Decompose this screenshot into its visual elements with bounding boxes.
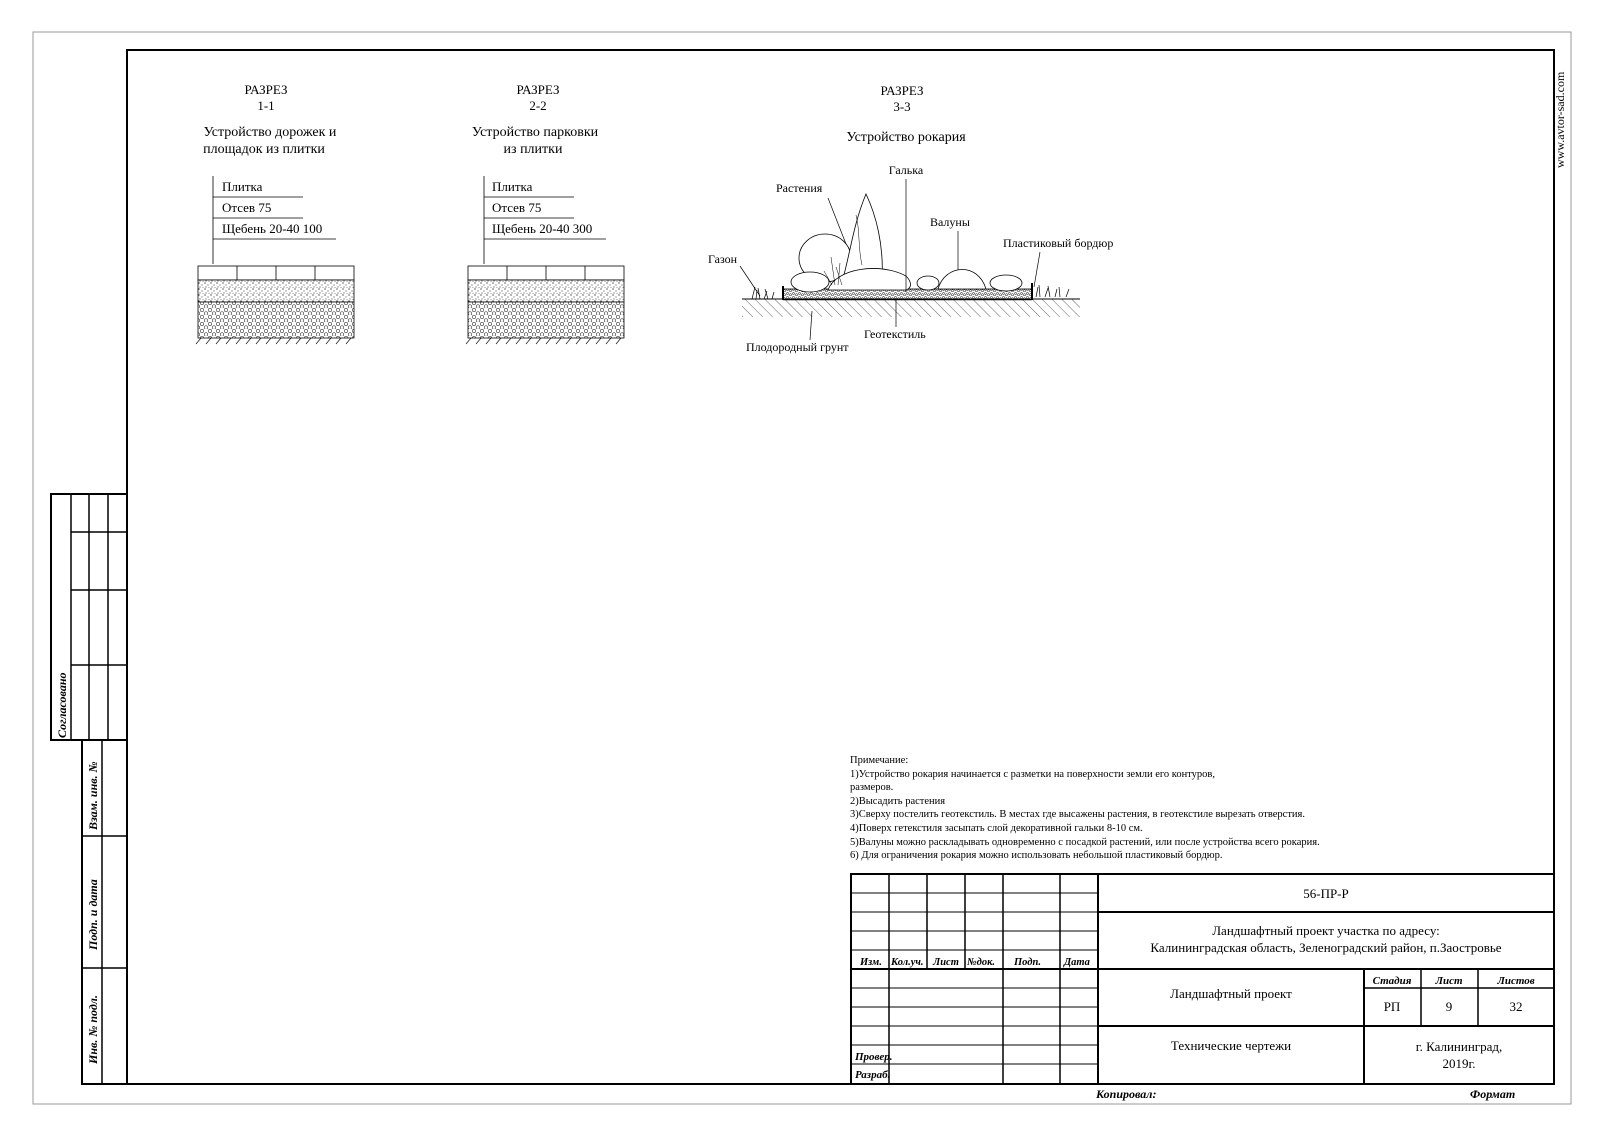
notes-title: Примечание:: [850, 755, 909, 766]
project-line-1: Ландшафтный проект участка по адресу:: [1212, 923, 1440, 938]
label-plants: Растения: [776, 181, 823, 195]
title-block-text: [854, 886, 1535, 1101]
format-label: Формат: [1470, 1087, 1516, 1101]
year: 2019г.: [1442, 1056, 1476, 1071]
label-boulders: Валуны: [930, 215, 970, 229]
col-doc: №док.: [967, 957, 996, 968]
gravel-layer: [468, 302, 624, 338]
soil-hatch: [742, 299, 1080, 317]
section-2-layer-2: Отсев 75: [492, 200, 542, 215]
section-1-title-line2: площадок из плитки: [203, 142, 325, 157]
website-label: www.avtor-sad.com: [1553, 71, 1567, 168]
section-1-heading: РАЗРЕЗ: [244, 82, 288, 97]
drawing-code: 56-ПР-Р: [1303, 886, 1349, 901]
boulder-1: [791, 272, 829, 292]
note-item: 5)Валуны можно раскладывать одновременно с посадкой растений, или после устройства всего рокария.: [850, 836, 1320, 848]
note-item: 2)Высадить растения: [850, 795, 946, 807]
stamp-replacement-inv: Взам. инв. №: [86, 761, 100, 830]
stamp-inv-original: Инв. № подл.: [86, 995, 100, 1064]
city: г. Калининград,: [1415, 1039, 1503, 1054]
boulder-3: [917, 276, 939, 290]
label-checked: Провер.: [855, 1051, 893, 1063]
sheet-label: Лист: [1435, 975, 1463, 987]
col-count: Кол.уч.: [891, 957, 924, 968]
label-geotextile: Геотекстиль: [864, 327, 926, 341]
gravel-layer: [198, 302, 354, 338]
stamp-signature-date: Подп. и дата: [86, 879, 100, 950]
note-item: 1)Устройство рокария начинается с разметки на поверхности земли его контуров,: [850, 768, 1216, 780]
section-1-layer-3: Щебень 20-40 100: [222, 221, 323, 236]
section-2-title-line2: из плитки: [503, 142, 563, 157]
stage-value: РП: [1383, 999, 1401, 1014]
sheets-label: Листов: [1497, 975, 1535, 987]
col-change: Изм.: [860, 957, 882, 968]
section-2-number: 2-2: [529, 98, 547, 113]
label-border: Пластиковый бордюр: [1003, 236, 1114, 250]
label-soil: Плодородный грунт: [746, 340, 849, 354]
col-date: Дата: [1064, 957, 1090, 968]
note-item: 4)Поверх гетекстиля засыпать слой декоративной гальки 8-10 см.: [850, 822, 1143, 834]
label-pebble: Галька: [888, 163, 924, 177]
section-2-title-line1: Устройство парковки: [471, 125, 599, 140]
col-sign: Подп.: [1014, 957, 1041, 968]
section-1-title-line1: Устройство дорожек и: [203, 125, 337, 140]
section-1-layer-2: Отсев 75: [222, 200, 272, 215]
section-1-layer-1: Плитка: [222, 179, 263, 194]
sheet-value: 9: [1445, 999, 1453, 1014]
lawn-grass-right: [1036, 285, 1069, 297]
label-lawn: Газон: [708, 252, 738, 266]
section-2-layer-3: Щебень 20-40 300: [492, 221, 593, 236]
note-item: 6) Для ограничения рокария можно использовать небольшой пластиковый бордюр.: [850, 850, 1223, 862]
section-1-1: [196, 82, 354, 344]
project-name: Ландшафтный проект: [1170, 986, 1292, 1001]
label-developed: Разраб.: [855, 1069, 891, 1081]
screening-layer: [198, 280, 354, 302]
stage-label: Стадия: [1372, 975, 1412, 987]
drawing-name: Технические чертежи: [1170, 1038, 1292, 1053]
section-2-heading: РАЗРЕЗ: [516, 82, 560, 97]
section-3-number: 3-3: [893, 99, 911, 114]
section-2-layer-1: Плитка: [492, 179, 533, 194]
note-item: 3)Сверху постелить геотекстиль. В местах где высажены растения, в геотекстиле вырезать отверстия.: [850, 809, 1305, 821]
col-sheet: Лист: [933, 957, 959, 968]
notes-block: [850, 754, 1320, 863]
stamp-agreed: Согласовано: [55, 672, 69, 738]
copied-label: Копировал:: [1096, 1087, 1157, 1101]
sheets-value: 32: [1509, 999, 1523, 1014]
boulder-5: [990, 275, 1022, 291]
project-line-2: Калининградская область, Зеленоградский район, п.Заостровье: [1150, 940, 1502, 955]
section-3-title: Устройство рокария: [846, 130, 966, 145]
boulder-4: [938, 269, 986, 289]
section-1-number: 1-1: [257, 98, 275, 113]
section-2-2: [466, 82, 624, 344]
section-3-heading: РАЗРЕЗ: [880, 83, 924, 98]
note-item: размеров.: [850, 782, 894, 794]
section-3-3: [708, 83, 1113, 354]
screening-layer: [468, 280, 624, 302]
